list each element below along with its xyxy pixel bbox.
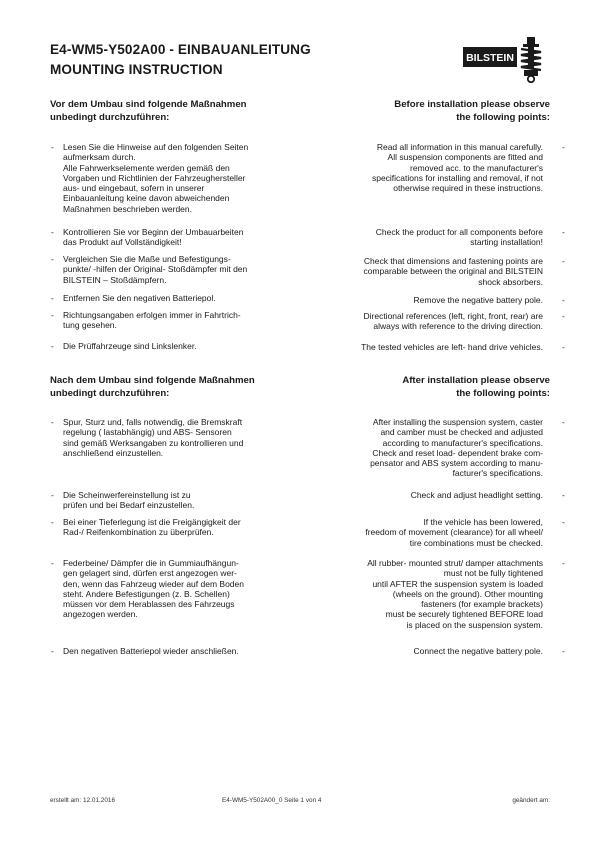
footer-page: E4-WM5-Y502A00_0 Seite 1 von 4 (222, 797, 322, 804)
after-item-en: Connect the negative battery pole. (413, 646, 543, 656)
footer-changed: geändert am: (512, 797, 550, 804)
bullet-dash: - (562, 558, 565, 568)
before-item-de: Lesen Sie die Hinweise auf den folgenden Seiten aufmerksam durch. Alle Fahrwerkselemente werden gemäß den Vorgaben und Richtlinien der Fahrzeughersteller aus- und eingebaut, sofern in unserer Einbauanleitung keine davon abweichenden Maßnahmen beschrieben werden. (63, 142, 249, 214)
bullet-dash: - (51, 254, 54, 264)
bullet-dash: - (562, 646, 565, 656)
bullet-dash: - (51, 646, 54, 656)
bullet-dash: - (562, 256, 565, 266)
bullet-dash: - (51, 310, 54, 320)
bullet-dash: - (51, 558, 54, 568)
before-item-de: Richtungsangaben erfolgen immer in Fahrtrich- tung gesehen. (63, 310, 241, 331)
after-item-en: All rubber- mounted strut/ damper attachments must not be fully tightened until AFTER the suspension system is loaded (wheels on the ground). Other mounting fasteners (for example brackets) must be securely tightened BEFORE load is placed on the suspension system. (367, 558, 543, 630)
before-item-en: Read all information in this manual carefully. All suspension components are fitted and removed acc. to the manufacturer's specifications for installing and removal, if not otherwise required in these instructions. (371, 142, 543, 194)
before-item-de: Die Prüffahrzeuge sind Linkslenker. (63, 341, 197, 351)
before-item-de: Entfernen Sie den negativen Batteriepol. (63, 293, 216, 303)
bullet-dash: - (51, 417, 54, 427)
before-item-en: Directional references (left, right, front, rear) are always with reference to the driving direction. (363, 311, 543, 332)
bullet-dash: - (51, 142, 54, 152)
bullet-dash: - (562, 490, 565, 500)
after-item-de: Die Scheinwerfereinstellung ist zu prüfen und bei Bedarf einzustellen. (63, 490, 195, 511)
bullet-dash: - (562, 227, 565, 237)
before-item-en: The tested vehicles are left- hand drive vehicles. (361, 342, 543, 352)
bullet-dash: - (562, 417, 565, 427)
bullet-dash: - (562, 311, 565, 321)
after-heading-de: Nach dem Umbau sind folgende Maßnahmen unbedingt durchzuführen: (50, 375, 255, 399)
logo-text: BILSTEIN (466, 52, 514, 64)
footer-created: erstellt am: 12.01.2016 (50, 797, 116, 804)
before-item-de: Kontrollieren Sie vor Beginn der Umbauarbeiten das Produkt auf Vollständigkeit! (63, 227, 244, 248)
bilstein-logo (461, 35, 553, 83)
title-line-en: MOUNTING INSTRUCTION (50, 62, 223, 77)
after-item-en: After installing the suspension system, caster and camber must be checked and adjusted according to manufacturer's specifications. Check and reset load- dependent brake com- pensator and ABS system according to manu- facturer's specifications. (370, 417, 543, 479)
after-item-en: Check and adjust headlight setting. (410, 490, 543, 500)
document-title (50, 40, 311, 80)
bullet-dash: - (562, 142, 565, 152)
bullet-dash: - (51, 517, 54, 527)
bullet-dash: - (562, 295, 565, 305)
bullet-dash: - (51, 227, 54, 237)
bullet-dash: - (51, 490, 54, 500)
bullet-dash: - (51, 341, 54, 351)
before-item-en: Check that dimensions and fastening points are comparable between the original and BILSTEIN shock absorbers. (363, 256, 543, 287)
bullet-dash: - (562, 517, 565, 527)
after-item-en: If the vehicle has been lowered, freedom of movement (clearance) for all wheel/ tire combinations must be checked. (365, 517, 543, 548)
before-heading-en: Before installation please observe the following points: (394, 99, 550, 123)
title-line-de: E4-WM5-Y502A00 - EINBAUANLEITUNG (50, 42, 311, 57)
before-item-en: Check the product for all components before starting installation! (375, 227, 543, 248)
bullet-dash: - (51, 293, 54, 303)
bullet-dash: - (562, 342, 565, 352)
before-item-en: Remove the negative battery pole. (413, 295, 543, 305)
after-heading-en: After installation please observe the following points: (402, 375, 550, 399)
before-item-de: Vergleichen Sie die Maße und Befestigungs- punkte/ -hilfen der Original- Stoßdämpfer mit den BILSTEIN – Stoßdämpfern. (63, 254, 248, 285)
after-item-de: Den negativen Batteriepol wieder anschließen. (63, 646, 239, 656)
after-item-de: Spur, Sturz und, falls notwendig, die Bremskraft regelung ( lastabhängig) und ABS- Sensoren sind gemäß Werksangaben zu kontrollieren und anschließend einzustellen. (63, 417, 244, 458)
after-item-de: Federbeine/ Dämpfer die in Gummiaufhängun- gen gelagert sind, dürfen erst angezogen wer- den, wenn das Fahrzeug wieder auf dem Boden steht. Andere Befestigungen (z. B. Schellen) müssen vor dem Herablassen des Fahrzeugs angezogen werden. (63, 558, 244, 620)
before-heading-de: Vor dem Umbau sind folgende Maßnahmen unbedingt durchzuführen: (50, 99, 247, 123)
after-item-de: Bei einer Tieferlegung ist die Freigängigkeit der Rad-/ Reifenkombination zu überprüfen. (63, 517, 241, 538)
